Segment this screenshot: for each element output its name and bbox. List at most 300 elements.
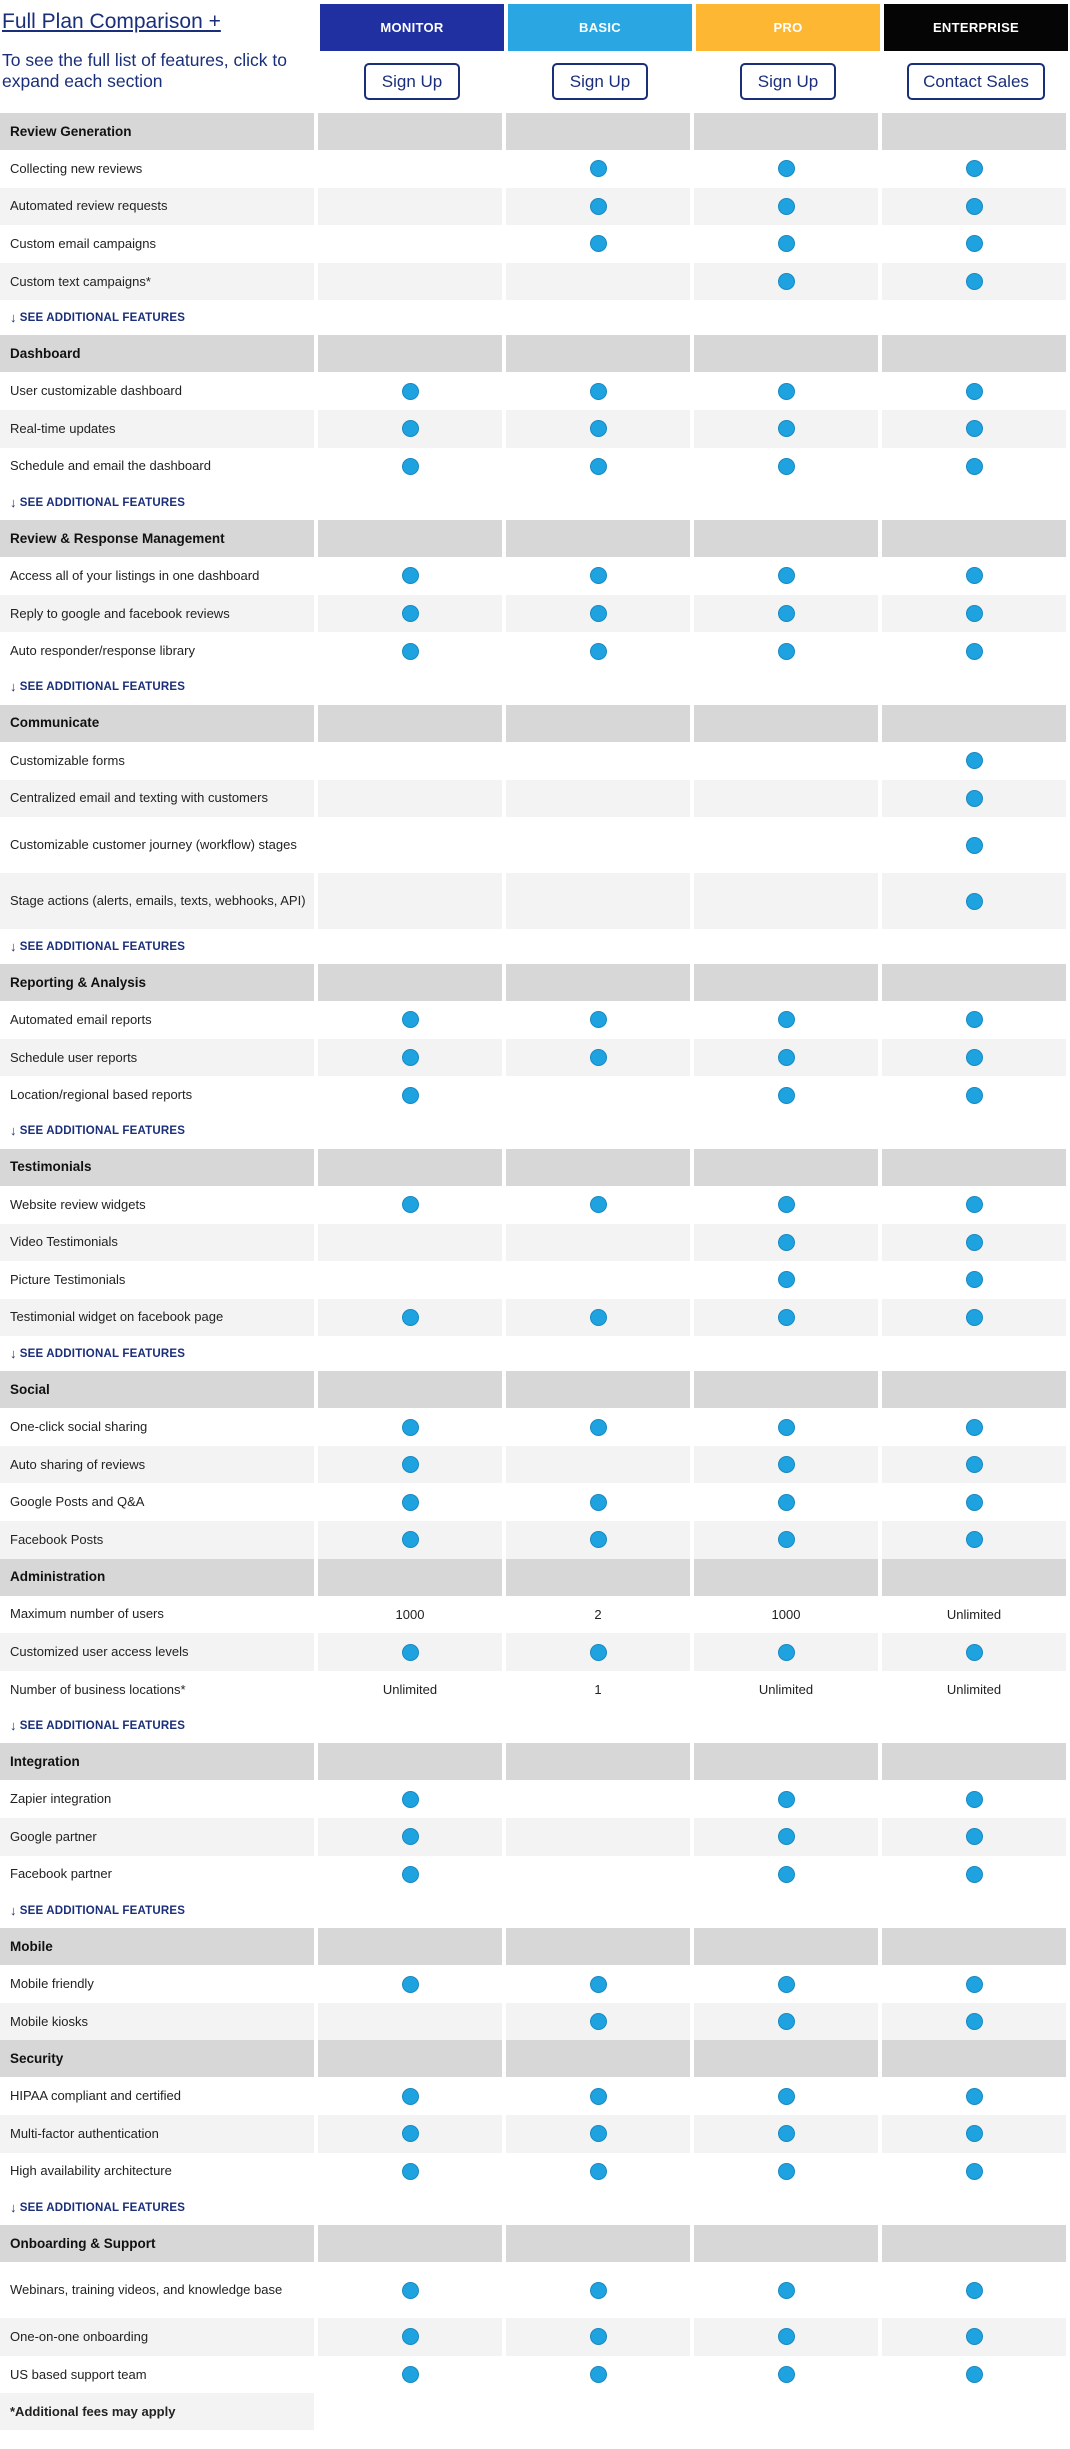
included-check-icon bbox=[966, 1531, 983, 1548]
included-check-icon bbox=[590, 198, 607, 215]
plan-value-cell bbox=[504, 372, 692, 410]
empty-cell bbox=[316, 1336, 504, 1371]
included-check-icon bbox=[402, 1456, 419, 1473]
plan-value-cell bbox=[694, 1224, 878, 1262]
see-additional-features-link[interactable] bbox=[0, 1893, 316, 1928]
basic-sign-up-button[interactable]: Sign Up bbox=[552, 63, 648, 100]
plan-value-cell bbox=[694, 2318, 878, 2356]
feature-name: Zapier integration bbox=[0, 1780, 314, 1818]
plan-value-cell bbox=[506, 188, 690, 226]
plan-value-text: Unlimited bbox=[946, 1682, 1002, 1698]
empty-cell bbox=[880, 1893, 1068, 1928]
arrow-down-icon: ↓ bbox=[10, 1717, 17, 1733]
see-additional-features-link[interactable] bbox=[0, 485, 316, 520]
included-check-icon bbox=[590, 1976, 607, 1993]
section-header-cell bbox=[694, 2225, 878, 2262]
empty-cell bbox=[504, 670, 692, 705]
included-check-icon bbox=[966, 1271, 983, 1288]
section-title[interactable]: Security bbox=[0, 2040, 314, 2077]
included-check-icon bbox=[778, 160, 795, 177]
empty-cell bbox=[692, 2393, 880, 2430]
plan-value-cell bbox=[880, 1671, 1068, 1709]
plan-value-cell bbox=[504, 817, 692, 873]
feature-name: Mobile friendly bbox=[0, 1965, 314, 2003]
included-check-icon bbox=[590, 643, 607, 660]
included-check-icon bbox=[778, 2328, 795, 2345]
feature-name: Testimonial widget on facebook page bbox=[0, 1299, 314, 1337]
included-check-icon bbox=[966, 273, 983, 290]
plan-value-cell bbox=[692, 1076, 880, 1114]
section-header-cell bbox=[882, 520, 1066, 557]
plan-value-cell bbox=[694, 2003, 878, 2041]
arrow-down-icon: ↓ bbox=[10, 938, 17, 954]
plan-value-cell bbox=[882, 2318, 1066, 2356]
included-check-icon bbox=[778, 2013, 795, 2030]
included-check-icon bbox=[966, 1866, 983, 1883]
included-check-icon bbox=[966, 1011, 983, 1028]
feature-name: Auto responder/response library bbox=[0, 632, 314, 670]
included-check-icon bbox=[778, 2088, 795, 2105]
included-check-icon bbox=[778, 1419, 795, 1436]
empty-cell bbox=[692, 1336, 880, 1371]
empty-cell bbox=[316, 929, 504, 964]
plan-value-cell bbox=[318, 595, 502, 633]
included-check-icon bbox=[966, 605, 983, 622]
section-title[interactable]: Dashboard bbox=[0, 335, 314, 372]
plan-value-cell bbox=[692, 225, 880, 263]
empty-cell bbox=[880, 2190, 1068, 2225]
plan-value-cell bbox=[880, 2356, 1068, 2394]
section-header-cell bbox=[506, 2225, 690, 2262]
feature-name: Custom email campaigns bbox=[0, 225, 314, 263]
included-check-icon bbox=[590, 1419, 607, 1436]
included-check-icon bbox=[966, 2013, 983, 2030]
plan-value-cell bbox=[316, 1671, 504, 1709]
included-check-icon bbox=[590, 1309, 607, 1326]
feature-name: Reply to google and facebook reviews bbox=[0, 595, 314, 633]
feature-name: User customizable dashboard bbox=[0, 372, 314, 410]
plan-value-cell bbox=[882, 1039, 1066, 1077]
section-header-cell bbox=[882, 335, 1066, 372]
included-check-icon bbox=[402, 1309, 419, 1326]
plan-value-cell bbox=[880, 1780, 1068, 1818]
section-header-cell bbox=[694, 2040, 878, 2077]
included-check-icon bbox=[778, 567, 795, 584]
included-check-icon bbox=[778, 2125, 795, 2142]
plan-value-cell bbox=[694, 780, 878, 818]
feature-name: One-on-one onboarding bbox=[0, 2318, 314, 2356]
included-check-icon bbox=[778, 605, 795, 622]
plan-value-cell bbox=[692, 1780, 880, 1818]
plan-value-cell bbox=[504, 2153, 692, 2191]
see-additional-features-link[interactable] bbox=[0, 1114, 316, 1149]
plan-value-text: 1000 bbox=[395, 1606, 425, 1622]
included-check-icon bbox=[778, 1791, 795, 1808]
included-check-icon bbox=[778, 235, 795, 252]
plan-value-cell bbox=[316, 2077, 504, 2115]
plan-value-cell bbox=[318, 263, 502, 301]
plan-value-cell bbox=[504, 2356, 692, 2394]
plan-header-pro bbox=[696, 4, 880, 51]
plan-value-cell bbox=[692, 557, 880, 595]
see-more-label: SEE ADDITIONAL FEATURES bbox=[19, 311, 186, 324]
plan-value-cell bbox=[880, 817, 1068, 873]
empty-cell bbox=[692, 485, 880, 520]
plan-value-cell bbox=[692, 1408, 880, 1446]
plan-value-cell bbox=[692, 1965, 880, 2003]
empty-cell bbox=[692, 300, 880, 335]
plan-value-cell bbox=[882, 1224, 1066, 1262]
plan-value-cell bbox=[504, 1483, 692, 1521]
section-title[interactable]: Reporting & Analysis bbox=[0, 964, 314, 1001]
included-check-icon bbox=[778, 1234, 795, 1251]
included-check-icon bbox=[966, 1049, 983, 1066]
plan-value-cell bbox=[882, 1818, 1066, 1856]
feature-name: High availability architecture bbox=[0, 2153, 314, 2191]
plan-value-cell bbox=[692, 372, 880, 410]
section-title[interactable]: Communicate bbox=[0, 705, 314, 742]
plan-value-cell bbox=[504, 1596, 692, 1634]
included-check-icon bbox=[778, 1456, 795, 1473]
plan-name: ENTERPRISE bbox=[932, 20, 1020, 35]
additional-fees-footnote: *Additional fees may apply bbox=[0, 2393, 314, 2430]
plan-value-cell bbox=[316, 1001, 504, 1039]
plan-value-cell bbox=[692, 1483, 880, 1521]
see-additional-features-link[interactable] bbox=[0, 300, 316, 335]
section-title[interactable]: Review Generation bbox=[0, 113, 314, 150]
plan-value-cell bbox=[504, 2262, 692, 2318]
included-check-icon bbox=[966, 837, 983, 854]
included-check-icon bbox=[966, 2328, 983, 2345]
arrow-down-icon: ↓ bbox=[10, 1345, 17, 1361]
section-header-cell bbox=[694, 1149, 878, 1186]
empty-cell bbox=[880, 1114, 1068, 1149]
plan-value-cell bbox=[694, 1818, 878, 1856]
included-check-icon bbox=[778, 1196, 795, 1213]
plan-value-text: 1000 bbox=[771, 1606, 801, 1622]
plan-value-cell bbox=[318, 188, 502, 226]
pro-sign-up-button[interactable]: Sign Up bbox=[740, 63, 836, 100]
plan-value-cell bbox=[316, 742, 504, 780]
section-header-cell bbox=[882, 1743, 1066, 1780]
arrow-down-icon: ↓ bbox=[10, 309, 17, 325]
plan-value-cell bbox=[504, 225, 692, 263]
included-check-icon bbox=[966, 1494, 983, 1511]
plan-value-cell bbox=[318, 1818, 502, 1856]
included-check-icon bbox=[966, 2282, 983, 2299]
section-header-cell bbox=[506, 1743, 690, 1780]
included-check-icon bbox=[966, 2163, 983, 2180]
plan-value-cell bbox=[316, 557, 504, 595]
included-check-icon bbox=[402, 1976, 419, 1993]
page-title[interactable]: Full Plan Comparison + bbox=[2, 10, 221, 33]
plan-value-cell bbox=[316, 225, 504, 263]
section-header-cell bbox=[882, 1928, 1066, 1965]
plan-value-cell bbox=[880, 1965, 1068, 2003]
see-more-label: SEE ADDITIONAL FEATURES bbox=[19, 1904, 186, 1917]
included-check-icon bbox=[778, 1087, 795, 1104]
plan-value-cell bbox=[504, 1001, 692, 1039]
section-header-cell bbox=[318, 1371, 502, 1408]
included-check-icon bbox=[402, 1828, 419, 1845]
included-check-icon bbox=[966, 1234, 983, 1251]
included-check-icon bbox=[966, 1791, 983, 1808]
monitor-sign-up-button[interactable]: Sign Up bbox=[364, 63, 460, 100]
plan-value-cell bbox=[880, 742, 1068, 780]
plan-value-cell bbox=[692, 448, 880, 486]
plan-value-cell bbox=[316, 1261, 504, 1299]
section-title[interactable]: Review & Response Management bbox=[0, 520, 314, 557]
plan-value-cell bbox=[316, 1780, 504, 1818]
plan-value-cell bbox=[882, 1299, 1066, 1337]
empty-cell bbox=[504, 929, 692, 964]
included-check-icon bbox=[590, 235, 607, 252]
section-header-cell bbox=[882, 1149, 1066, 1186]
see-more-label: SEE ADDITIONAL FEATURES bbox=[19, 1125, 186, 1138]
included-check-icon bbox=[966, 1456, 983, 1473]
included-check-icon bbox=[778, 1309, 795, 1326]
included-check-icon bbox=[402, 1644, 419, 1661]
included-check-icon bbox=[778, 383, 795, 400]
plan-value-cell bbox=[318, 410, 502, 448]
plan-value-cell bbox=[882, 263, 1066, 301]
plan-header-enterprise bbox=[884, 4, 1068, 51]
included-check-icon bbox=[966, 1976, 983, 1993]
included-check-icon bbox=[966, 893, 983, 910]
feature-name: Schedule user reports bbox=[0, 1039, 314, 1077]
plan-value-cell bbox=[880, 1856, 1068, 1894]
included-check-icon bbox=[402, 1087, 419, 1104]
included-check-icon bbox=[966, 1196, 983, 1213]
feature-name: Centralized email and texting with customers bbox=[0, 780, 314, 818]
empty-cell bbox=[880, 929, 1068, 964]
section-title[interactable]: Mobile bbox=[0, 1928, 314, 1965]
feature-name: Video Testimonials bbox=[0, 1224, 314, 1262]
plan-value-cell bbox=[318, 873, 502, 929]
see-additional-features-link[interactable] bbox=[0, 670, 316, 705]
section-header-cell bbox=[694, 113, 878, 150]
plan-value-cell bbox=[880, 2077, 1068, 2115]
plan-value-cell bbox=[316, 1408, 504, 1446]
empty-cell bbox=[316, 2190, 504, 2225]
plan-value-cell bbox=[692, 2356, 880, 2394]
section-header-cell bbox=[506, 705, 690, 742]
plan-value-cell bbox=[316, 2262, 504, 2318]
plan-value-cell bbox=[506, 1446, 690, 1484]
plan-value-cell bbox=[882, 873, 1066, 929]
included-check-icon bbox=[778, 1494, 795, 1511]
plan-value-cell bbox=[694, 1446, 878, 1484]
included-check-icon bbox=[966, 2125, 983, 2142]
section-title[interactable]: Onboarding & Support bbox=[0, 2225, 314, 2262]
plan-value-cell bbox=[692, 2153, 880, 2191]
section-title[interactable]: Testimonials bbox=[0, 1149, 314, 1186]
see-more-label: SEE ADDITIONAL FEATURES bbox=[19, 681, 186, 694]
plan-value-cell bbox=[506, 1633, 690, 1671]
arrow-down-icon: ↓ bbox=[10, 679, 17, 695]
page-subtitle: To see the full list of features, click to expand each section bbox=[2, 50, 287, 91]
plan-value-cell bbox=[318, 1446, 502, 1484]
plan-value-cell bbox=[694, 410, 878, 448]
see-more-label: SEE ADDITIONAL FEATURES bbox=[19, 1719, 186, 1732]
plan-value-cell bbox=[694, 1299, 878, 1337]
included-check-icon bbox=[590, 1011, 607, 1028]
empty-cell bbox=[880, 2393, 1068, 2430]
included-check-icon bbox=[778, 2366, 795, 2383]
plan-value-cell bbox=[504, 1076, 692, 1114]
see-more-label: SEE ADDITIONAL FEATURES bbox=[19, 496, 186, 509]
empty-cell bbox=[880, 300, 1068, 335]
plan-header-monitor bbox=[320, 4, 504, 51]
plan-value-cell bbox=[692, 1671, 880, 1709]
section-header-cell bbox=[882, 1559, 1066, 1596]
included-check-icon bbox=[590, 458, 607, 475]
plan-value-cell bbox=[506, 595, 690, 633]
section-header-cell bbox=[506, 113, 690, 150]
feature-name: Facebook partner bbox=[0, 1856, 314, 1894]
plan-value-cell bbox=[316, 1856, 504, 1894]
plan-value-cell bbox=[506, 1818, 690, 1856]
section-header-cell bbox=[694, 1928, 878, 1965]
section-header-cell bbox=[694, 520, 878, 557]
included-check-icon bbox=[966, 1644, 983, 1661]
included-check-icon bbox=[778, 2163, 795, 2180]
feature-name: Maximum number of users bbox=[0, 1596, 314, 1634]
plan-value-cell bbox=[882, 2115, 1066, 2153]
section-title[interactable]: Social bbox=[0, 1371, 314, 1408]
included-check-icon bbox=[966, 1828, 983, 1845]
feature-name: Stage actions (alerts, emails, texts, webhooks, API) bbox=[0, 873, 314, 929]
included-check-icon bbox=[402, 2125, 419, 2142]
plan-value-cell bbox=[880, 1596, 1068, 1634]
included-check-icon bbox=[590, 1049, 607, 1066]
empty-cell bbox=[880, 670, 1068, 705]
plan-value-cell bbox=[880, 372, 1068, 410]
plan-value-cell bbox=[692, 2262, 880, 2318]
feature-name: US based support team bbox=[0, 2356, 314, 2394]
included-check-icon bbox=[966, 1309, 983, 1326]
plan-value-cell bbox=[692, 1261, 880, 1299]
section-header-cell bbox=[506, 2040, 690, 2077]
included-check-icon bbox=[966, 198, 983, 215]
plan-value-cell bbox=[694, 1633, 878, 1671]
plan-value-cell bbox=[504, 1856, 692, 1894]
section-header-cell bbox=[506, 1371, 690, 1408]
section-header-cell bbox=[506, 1149, 690, 1186]
section-header-cell bbox=[318, 964, 502, 1001]
section-header-cell bbox=[506, 1559, 690, 1596]
see-more-label: SEE ADDITIONAL FEATURES bbox=[19, 1347, 186, 1360]
plan-value-cell bbox=[882, 595, 1066, 633]
included-check-icon bbox=[402, 605, 419, 622]
arrow-down-icon: ↓ bbox=[10, 1123, 17, 1139]
plan-value-cell bbox=[880, 2153, 1068, 2191]
feature-name: Customizable customer journey (workflow) stages bbox=[0, 817, 314, 873]
section-header-cell bbox=[882, 2040, 1066, 2077]
plan-value-cell bbox=[318, 1224, 502, 1262]
feature-name: Number of business locations* bbox=[0, 1671, 314, 1709]
included-check-icon bbox=[590, 2282, 607, 2299]
plan-value-cell bbox=[318, 2003, 502, 2041]
included-check-icon bbox=[778, 1828, 795, 1845]
see-additional-features-link[interactable] bbox=[0, 2190, 316, 2225]
plan-value-cell bbox=[880, 1001, 1068, 1039]
section-header-cell bbox=[882, 1371, 1066, 1408]
empty-cell bbox=[692, 1893, 880, 1928]
plan-value-cell bbox=[316, 448, 504, 486]
plan-value-cell bbox=[506, 263, 690, 301]
included-check-icon bbox=[966, 458, 983, 475]
feature-name: Website review widgets bbox=[0, 1186, 314, 1224]
included-check-icon bbox=[402, 643, 419, 660]
included-check-icon bbox=[590, 2163, 607, 2180]
empty-cell bbox=[504, 300, 692, 335]
feature-name: One-click social sharing bbox=[0, 1408, 314, 1446]
plan-value-text: Unlimited bbox=[382, 1682, 438, 1698]
plan-value-cell bbox=[880, 1408, 1068, 1446]
plan-value-text: Unlimited bbox=[758, 1682, 814, 1698]
plan-value-cell bbox=[504, 1186, 692, 1224]
included-check-icon bbox=[590, 2013, 607, 2030]
feature-name: Schedule and email the dashboard bbox=[0, 448, 314, 486]
section-header-cell bbox=[694, 705, 878, 742]
section-header-cell bbox=[318, 520, 502, 557]
plan-value-text: 1 bbox=[594, 1682, 602, 1698]
section-title[interactable]: Integration bbox=[0, 1743, 314, 1780]
see-additional-features-link[interactable] bbox=[0, 929, 316, 964]
included-check-icon bbox=[402, 1866, 419, 1883]
plan-value-cell bbox=[506, 1039, 690, 1077]
section-header-cell bbox=[318, 2225, 502, 2262]
empty-cell bbox=[692, 2190, 880, 2225]
section-title[interactable]: Administration bbox=[0, 1559, 314, 1596]
section-header-cell bbox=[882, 964, 1066, 1001]
feature-name: Collecting new reviews bbox=[0, 150, 314, 188]
empty-cell bbox=[316, 1893, 504, 1928]
plan-value-text: 2 bbox=[594, 1606, 602, 1622]
plan-value-cell bbox=[316, 150, 504, 188]
plan-value-cell bbox=[506, 1521, 690, 1559]
see-more-label: SEE ADDITIONAL FEATURES bbox=[19, 2201, 186, 2214]
section-header-cell bbox=[694, 1743, 878, 1780]
included-check-icon bbox=[402, 2088, 419, 2105]
plan-value-cell bbox=[504, 1408, 692, 1446]
plan-header-basic bbox=[508, 4, 692, 51]
plan-value-cell bbox=[316, 372, 504, 410]
plan-value-cell bbox=[506, 780, 690, 818]
plan-name: BASIC bbox=[579, 20, 621, 35]
empty-cell bbox=[880, 1336, 1068, 1371]
plan-value-cell bbox=[504, 2077, 692, 2115]
plan-value-cell bbox=[882, 1446, 1066, 1484]
section-header-cell bbox=[882, 705, 1066, 742]
plan-value-cell bbox=[880, 225, 1068, 263]
see-additional-features-link[interactable] bbox=[0, 1708, 316, 1743]
arrow-down-icon: ↓ bbox=[10, 2199, 17, 2215]
section-header-cell bbox=[694, 964, 878, 1001]
plan-value-cell bbox=[506, 873, 690, 929]
plan-value-cell bbox=[506, 2003, 690, 2041]
enterprise-contact-sales-button[interactable]: Contact Sales bbox=[907, 63, 1045, 100]
plan-value-cell bbox=[694, 263, 878, 301]
plan-value-cell bbox=[880, 1076, 1068, 1114]
plan-value-cell bbox=[506, 410, 690, 448]
included-check-icon bbox=[402, 2282, 419, 2299]
included-check-icon bbox=[966, 383, 983, 400]
see-additional-features-link[interactable] bbox=[0, 1336, 316, 1371]
plan-name: PRO bbox=[773, 20, 803, 35]
plan-value-cell bbox=[694, 1039, 878, 1077]
